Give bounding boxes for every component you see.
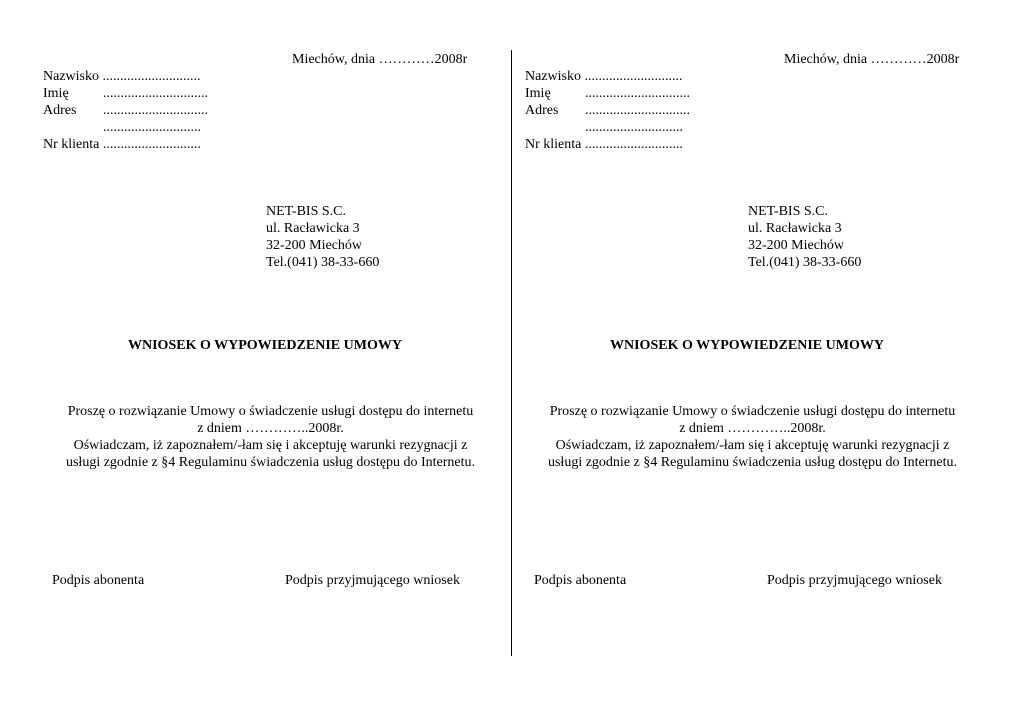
company-name: NET-BIS S.C. [266, 204, 347, 219]
address-row-2 [43, 119, 208, 136]
company-street: ul. Racławicka 3 [266, 221, 360, 236]
surname-label: Nazwisko [43, 69, 99, 84]
surname-field: ............................ [102, 69, 201, 84]
body-line-2: z dniem …………..2008r. [679, 421, 826, 436]
body-line-4: usługi zgodnie z §4 Regulaminu świadczenia usług dostępu do Internetu. [65, 455, 476, 470]
request-body [530, 403, 975, 471]
client-number-row [43, 136, 208, 153]
form-copy-right [482, 0, 962, 724]
address-field-2: ............................ [585, 120, 683, 135]
subscriber-signature-label: Podpis abonenta [52, 573, 145, 588]
name-label: Imię [43, 86, 69, 101]
form-copy-left [0, 0, 480, 724]
address-field: .............................. [585, 103, 690, 118]
name-field: .............................. [103, 86, 208, 101]
body-line-1: Proszę o rozwiązanie Umowy o świadczenie usługi dostępu do internetu [549, 404, 956, 419]
document-title: WNIOSEK O WYPOWIEDZENIE UMOWY [610, 338, 884, 353]
body-line-1: Proszę o rozwiązanie Umowy o świadczenie usługi dostępu do internetu [67, 404, 474, 419]
surname-row [525, 68, 690, 85]
body-line-4: usługi zgodnie z §4 Regulaminu świadczenia usług dostępu do Internetu. [547, 455, 958, 470]
name-field: .............................. [585, 86, 690, 101]
body-line-2: z dniem …………..2008r. [197, 421, 344, 436]
company-phone: Tel.(041) 38-33-660 [748, 255, 862, 270]
receiver-signature-label: Podpis przyjmującego wniosek [285, 573, 460, 588]
body-line-3: Oświadczam, iż zapoznałem/-łam się i akceptuję warunki rezygnacji z [555, 438, 950, 453]
company-city: 32-200 Miechów [266, 238, 363, 253]
surname-field: ............................ [584, 69, 683, 84]
address-row [525, 102, 690, 119]
client-fields [43, 68, 208, 153]
address-row-2 [525, 119, 690, 136]
receiver-signature-label: Podpis przyjmującego wniosek [767, 573, 942, 588]
address-field: .............................. [103, 103, 208, 118]
surname-row [43, 68, 208, 85]
request-body [48, 403, 493, 471]
company-street: ul. Racławicka 3 [748, 221, 842, 236]
body-line-3: Oświadczam, iż zapoznałem/-łam się i akceptuję warunki rezygnacji z [73, 438, 468, 453]
address-label: Adres [525, 103, 559, 118]
client-number-field: ............................ [102, 137, 201, 152]
date-line: Miechów, dnia …………2008r [292, 52, 468, 67]
address-label: Adres [43, 103, 77, 118]
company-city: 32-200 Miechów [748, 238, 845, 253]
company-name: NET-BIS S.C. [748, 204, 829, 219]
subscriber-signature-label: Podpis abonenta [534, 573, 627, 588]
client-number-label: Nr klienta [43, 137, 100, 152]
company-address [266, 203, 379, 271]
surname-label: Nazwisko [525, 69, 581, 84]
name-label: Imię [525, 86, 551, 101]
name-row [525, 85, 690, 102]
name-row [43, 85, 208, 102]
client-number-row [525, 136, 690, 153]
document-title: WNIOSEK O WYPOWIEDZENIE UMOWY [128, 338, 402, 353]
client-number-label: Nr klienta [525, 137, 582, 152]
address-field-2: ............................ [103, 120, 201, 135]
company-address [748, 203, 861, 271]
date-line: Miechów, dnia …………2008r [784, 52, 960, 67]
company-phone: Tel.(041) 38-33-660 [266, 255, 380, 270]
address-row [43, 102, 208, 119]
client-number-field: ............................ [584, 137, 683, 152]
client-fields [525, 68, 690, 153]
